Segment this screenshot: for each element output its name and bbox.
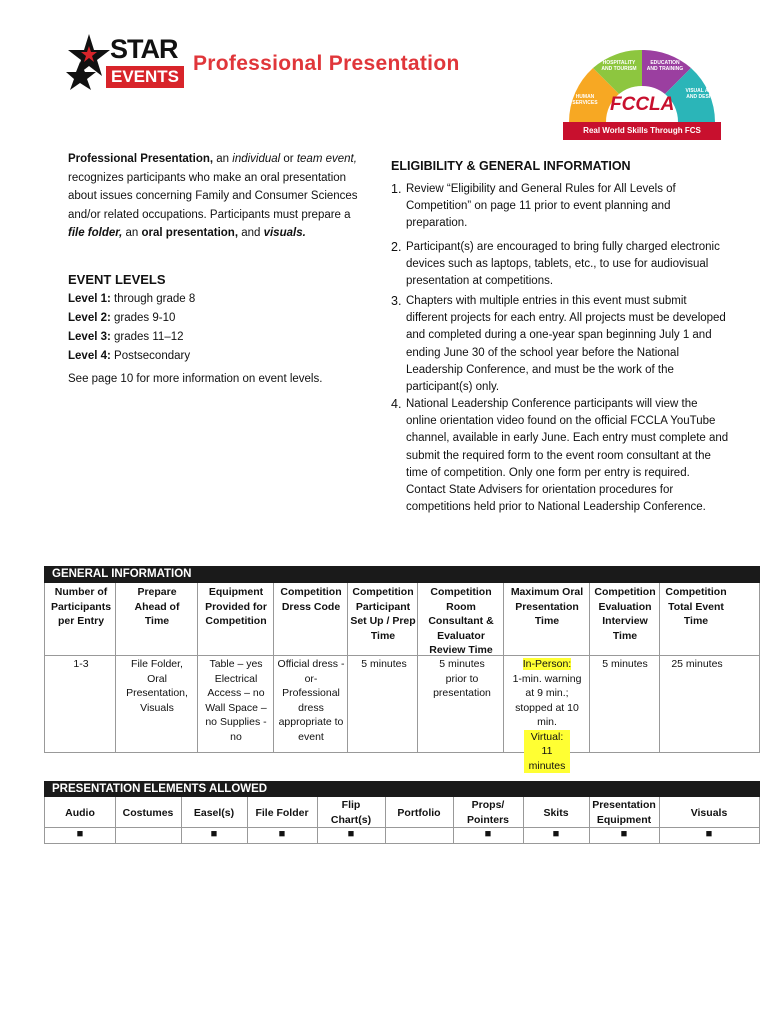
header-review: Competition Room Consultant & Evaluator Review Time (428, 586, 494, 656)
table-divider (347, 583, 348, 752)
bullet-icon: ■ (705, 828, 713, 840)
element-file-folder: File Folder (255, 807, 309, 819)
item-number: 1. (391, 182, 402, 196)
intro-text: an (213, 153, 233, 165)
intro-visuals: visuals. (263, 227, 306, 239)
bullet-icon: ■ (484, 828, 492, 840)
header-equipment: Equipment Provided for Competition (205, 586, 267, 627)
general-info-title: GENERAL INFORMATION (44, 566, 760, 583)
eligibility-heading: ELIGIBILITY & GENERAL INFORMATION (391, 159, 631, 173)
star-events-logo (66, 32, 184, 94)
value-setup: 5 minutes (361, 658, 407, 670)
general-info-table (44, 583, 760, 772)
element-presentation-equipment: Presentation Equipment (592, 799, 656, 826)
bullet-icon: ■ (620, 828, 628, 840)
in-person-highlight: In-Person: (522, 658, 572, 670)
eligibility-item (391, 181, 731, 233)
level-text: through grade 8 (110, 293, 196, 305)
table-divider (273, 583, 274, 752)
value-total: 25 minutes (671, 658, 723, 670)
elements-table (44, 797, 760, 844)
elements-title: PRESENTATION ELEMENTS ALLOWED (44, 781, 760, 797)
event-levels-heading: EVENT LEVELS (68, 272, 166, 287)
eligibility-item (391, 396, 731, 516)
element-skits: Skits (543, 807, 569, 819)
in-person-text: 1-min. warning at 9 min.; stopped at 10 min. (512, 672, 582, 728)
intro-event-name: Professional Presentation, (68, 153, 214, 165)
level-text: grades 9-10 (110, 312, 176, 324)
element-easels: Easel(s) (193, 807, 235, 819)
fccla-logo (563, 50, 721, 153)
level-text: Postsecondary (110, 350, 191, 362)
fccla-tagline: Real World Skills Through FCS Education (563, 122, 721, 140)
bullet-icon: ■ (210, 828, 218, 840)
intro-team-event: team event, (296, 153, 357, 165)
intro-text: and (238, 227, 264, 239)
logo-star-text: STAR (110, 34, 178, 64)
item-text: Chapters with multiple entries in this event must submit different projects for each entry. All projects must be developed and completed during a one-year span beginning July 1 and ending June 30 of the school year before the National Leadership Conference, and must be the work of the participant(s) only. (406, 295, 726, 394)
segment-visual-arts: VISUAL ARTS AND DESIGN (685, 88, 719, 100)
intro-paragraph (68, 150, 358, 243)
level-item (68, 312, 175, 324)
header-participants: Number of Participants per Entry (50, 586, 112, 627)
item-text: Review “Eligibility and General Rules for All Levels of Competition” on page 11 prior to event planning and preparation. (406, 183, 676, 230)
level-label: Level 2: (68, 312, 111, 324)
item-number: 2. (391, 240, 402, 254)
intro-text: recognizes participants who make an oral presentation about issues concerning Family and Consumer Sciences and/or related occupations. Participants must prepare a (68, 171, 358, 221)
intro-text: or (280, 153, 297, 165)
logo-events-text: EVENTS (106, 66, 184, 88)
header-setup: Competition Participant Set Up / Prep Time (350, 586, 416, 642)
table-divider (589, 583, 590, 752)
level-text: grades 11–12 (110, 331, 184, 343)
item-text: National Leadership Conference participants will view the online orientation video found on the official FCCLA YouTube channel, available in early June. Each entry must complete and submit the required form to the event room consultant at the time of competition. Only one form per entry is required. Contact State Advisers for orientation procedures for competitions held prior to National Leadership Conference. (406, 398, 729, 514)
level-item (68, 293, 195, 305)
table-divider (45, 655, 759, 656)
table-divider (659, 583, 660, 752)
table-divider (503, 583, 504, 752)
item-text: Participant(s) are encouraged to bring fully charged electronic devices such as laptops, tablets, etc., to use for audiovisual presentation at competitions. (406, 241, 720, 288)
header-prepare: Prepare Ahead of Time (134, 586, 180, 627)
intro-individual: individual (232, 153, 281, 165)
segment-human-services: HUMAN SERVICES (572, 94, 598, 106)
bullet-icon: ■ (552, 828, 560, 840)
level-item (68, 350, 190, 362)
bullet-icon: ■ (347, 828, 355, 840)
value-interview: 5 minutes (602, 658, 648, 670)
intro-file-folder: file folder, (68, 227, 123, 239)
element-props: Props/ Pointers (466, 799, 509, 826)
level-label: Level 4: (68, 350, 111, 362)
header-oral: Maximum Oral Presentation Time (510, 586, 584, 627)
header-interview: Competition Evaluation Interview Time (594, 586, 656, 642)
element-costumes: Costumes (122, 807, 174, 819)
eligibility-item (391, 293, 731, 396)
value-participants: 1-3 (73, 658, 89, 670)
fccla-name: FCCLA (610, 94, 675, 115)
item-number: 4. (391, 397, 402, 411)
value-oral (507, 657, 587, 773)
value-prepare: File Folder, Oral Presentation, Visuals (126, 658, 188, 714)
table-divider (115, 583, 116, 752)
segment-education: EDUCATION AND TRAINING (646, 60, 684, 72)
bullet-icon: ■ (278, 828, 286, 840)
virtual-highlight: Virtual: 11 minutes (524, 730, 570, 774)
intro-oral-presentation: oral presentation, (141, 227, 239, 239)
element-flip-charts: Flip Chart(s) (330, 799, 372, 826)
item-number: 3. (391, 294, 402, 308)
eligibility-item (391, 239, 731, 291)
header-dress-code: Competition Dress Code (280, 586, 342, 613)
levels-note: See page 10 for more information on event levels. (68, 373, 323, 385)
table-divider (197, 583, 198, 752)
bullet-icon: ■ (76, 828, 84, 840)
value-equipment: Table – yes Electrical Access – no Wall Space – no Supplies - no (205, 658, 267, 743)
header-total: Competition Total Event Time (665, 586, 727, 627)
segment-hospitality: HOSPITALITY AND TOURISM (601, 60, 637, 72)
level-label: Level 3: (68, 331, 111, 343)
level-item (68, 331, 184, 343)
page-title: Professional Presentation (193, 52, 460, 75)
intro-text: an (122, 227, 142, 239)
element-audio: Audio (65, 807, 95, 819)
level-label: Level 1: (68, 293, 111, 305)
element-portfolio: Portfolio (397, 807, 441, 819)
value-review: 5 minutes prior to presentation (433, 658, 491, 699)
value-dress-code: Official dress -or- Professional dress appropriate to event (277, 658, 345, 743)
element-visuals: Visuals (690, 807, 728, 819)
